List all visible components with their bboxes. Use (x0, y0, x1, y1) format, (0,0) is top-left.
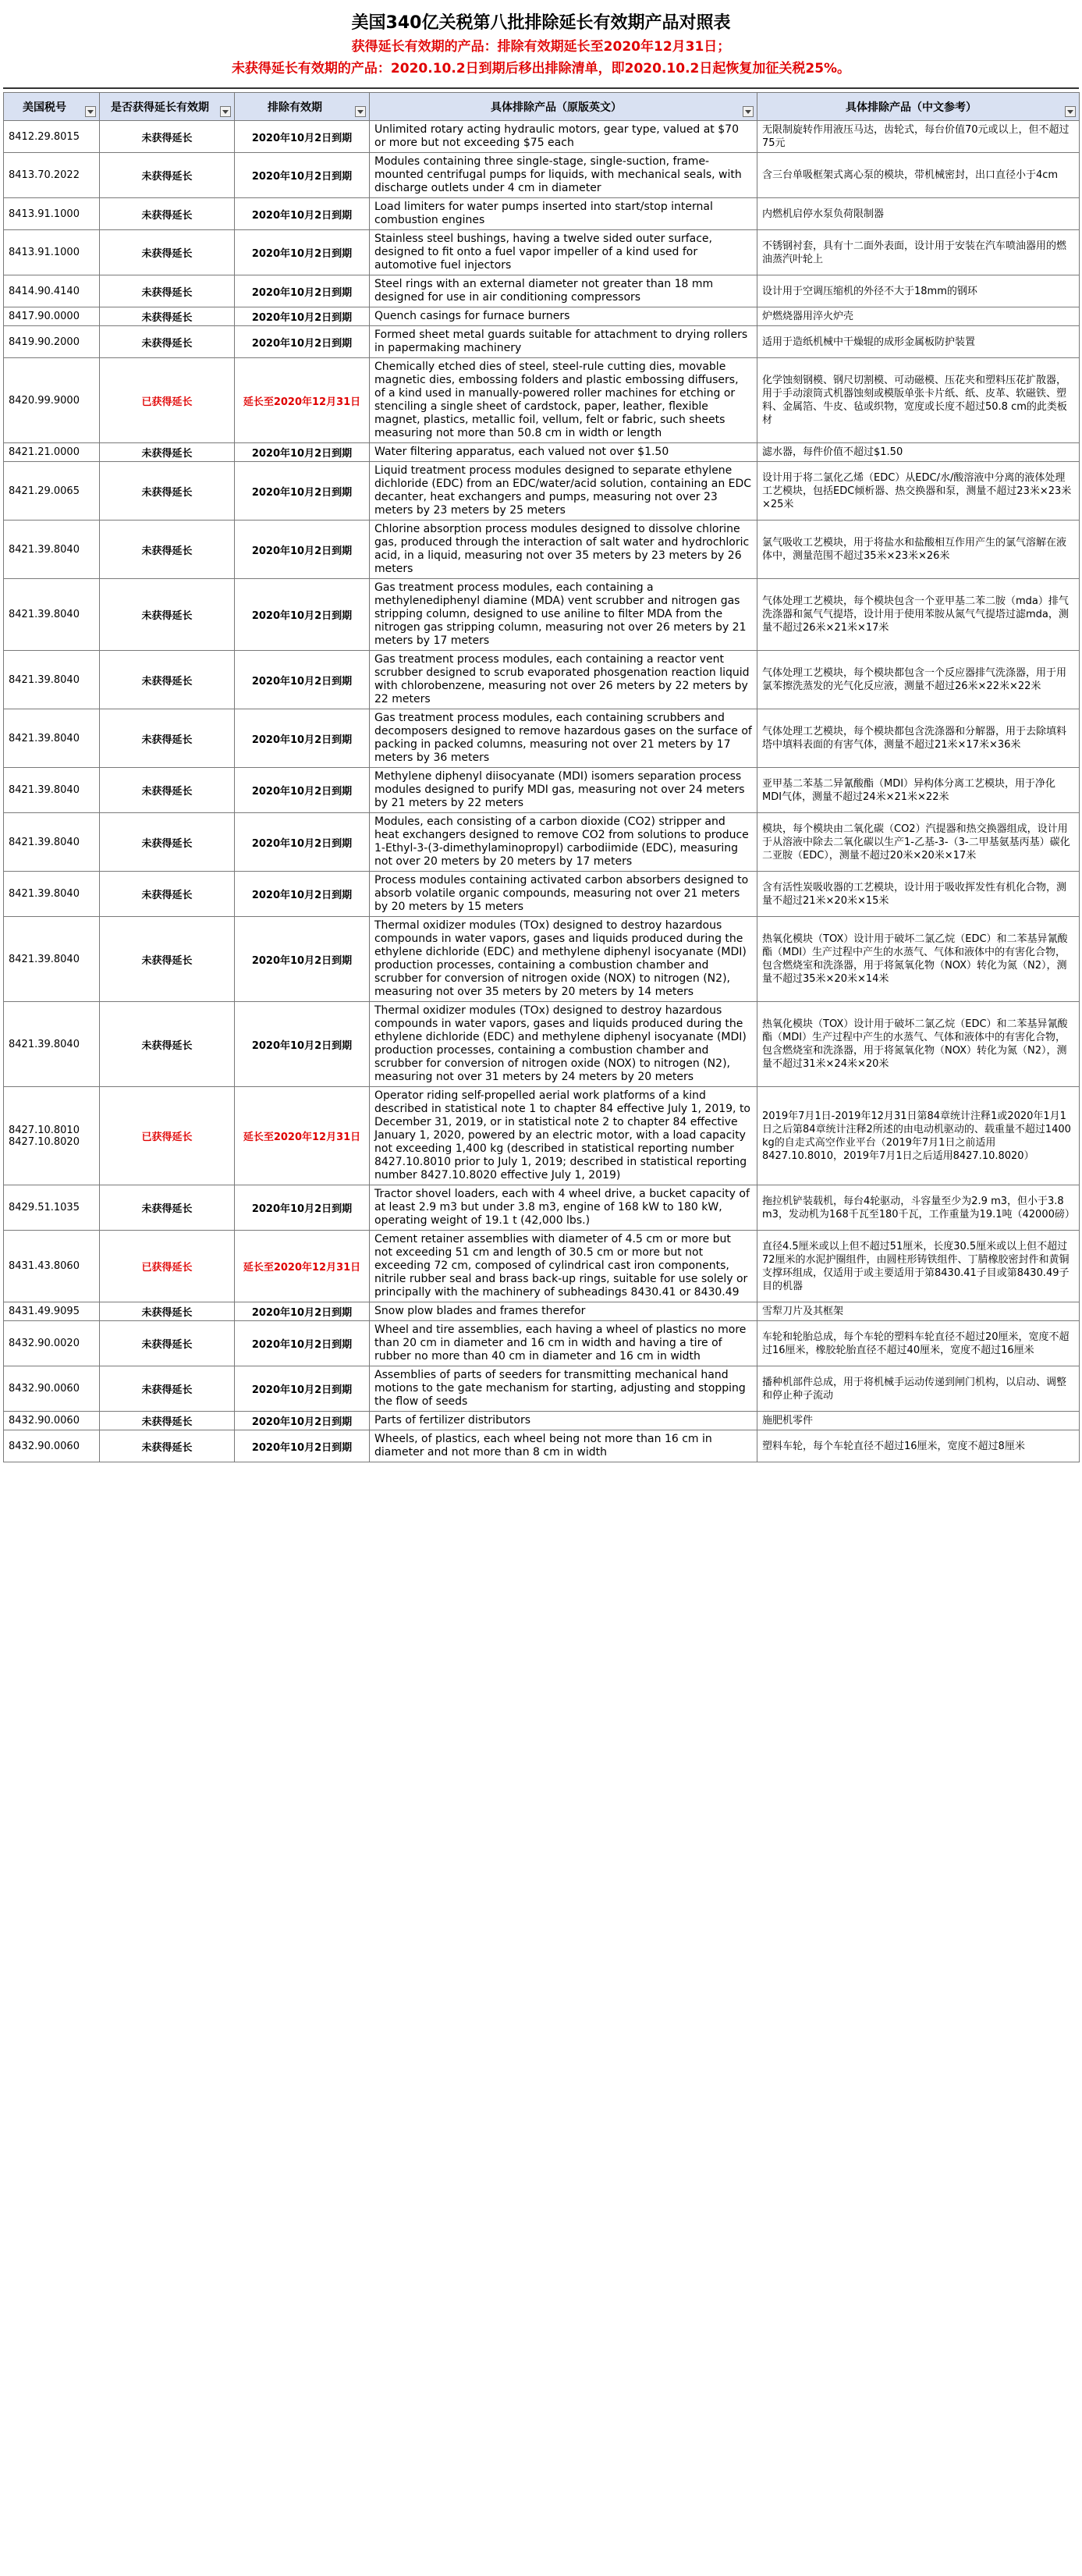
chinese-description-cell: 播种机部件总成，用于将机械手运动传递到闸门机构，以启动、调整和停止种子流动 (757, 1366, 1080, 1412)
table-row (4, 1185, 1080, 1231)
hs-code-cell: 8413.70.2022 (4, 153, 100, 198)
english-description-cell: Gas treatment process modules, each containing scrubbers and decomposers designed to remove hazardous gases on the surface of packing in packed columns, measuring not over 21 meters by 17 meters by 36 meters (370, 709, 757, 768)
expiry-cell: 2020年10月2日到期 (235, 462, 370, 521)
chinese-description-cell: 化学蚀刻钢模、钢尺切割模、可动磁模、压花夹和塑料压花扩散器，用于手动滚筒式机器蚀刻或模版单张卡片纸、纸、皮革、软磁铁、塑料、金属箔、牛皮、毡或织物，宽度或长度不超过50.8 cm的此类板材 (757, 358, 1080, 443)
hs-code-cell: 8431.43.8060 (4, 1231, 100, 1302)
expiry-cell: 2020年10月2日到期 (235, 917, 370, 1002)
english-description-cell: Thermal oxidizer modules (TOx) designed to destroy hazardous compounds in water vapors, gases and liquids produced during the ethylene dichloride (EDC) and methylene diphenyl isocyanate (MDI) production processes, containing a combustion chamber and scrubber for conversion of nitrogen oxide (NOX) to nitrogen (N2), measuring not over 31 meters by 24 meters by 20 meters (370, 1002, 757, 1087)
column-header-expiry[interactable]: 排除有效期 (235, 93, 370, 121)
table-row (4, 1366, 1080, 1412)
hs-code-cell: 8431.49.9095 (4, 1302, 100, 1321)
english-description-cell: Parts of fertilizer distributors (370, 1412, 757, 1430)
table-row (4, 358, 1080, 443)
hs-code-cell: 8419.90.2000 (4, 326, 100, 358)
table-row (4, 579, 1080, 651)
extension-status-cell: 未获得延长 (100, 1302, 235, 1321)
filter-dropdown-icon[interactable] (355, 106, 366, 117)
expiry-cell: 2020年10月2日到期 (235, 1366, 370, 1412)
table-row (4, 521, 1080, 579)
expiry-cell: 2020年10月2日到期 (235, 651, 370, 709)
english-description-cell: Methylene diphenyl diisocyanate (MDI) isomers separation process modules designed to purify MDI gas, measuring not over 24 meters by 21 meters by 22 meters (370, 768, 757, 813)
chinese-description-cell: 亚甲基二苯基二异氰酸酯（MDI）异构体分离工艺模块，用于净化MDI气体，测量不超过24米×21米×22米 (757, 768, 1080, 813)
chinese-description-cell: 设计用于空调压缩机的外径不大于18mm的钢环 (757, 275, 1080, 307)
chinese-description-cell: 2019年7月1日-2019年12月31日第84章统计注释1或2020年1月1日之后第84章统计注释2所述的由电动机驱动的、载重量不超过1400 kg的自走式高空作业平台（2019年7月1日之前适用8427.10.8010，2019年7月1日之后适用8427.10.8020） (757, 1087, 1080, 1185)
expiry-cell: 2020年10月2日到期 (235, 1002, 370, 1087)
chinese-description-cell: 模块，每个模块由二氧化碳（CO2）汽提器和热交换器组成，设计用于从溶液中除去二氧化碳以生产1-乙基-3-（3-二甲基氨基丙基）碳化二亚胺（EDC），测量不超过20米×20米×17米 (757, 813, 1080, 872)
hs-code-cell: 8421.21.0000 (4, 443, 100, 462)
hs-code-cell: 8420.99.9000 (4, 358, 100, 443)
extension-status-cell: 已获得延长 (100, 358, 235, 443)
hs-code-cell: 8429.51.1035 (4, 1185, 100, 1231)
expiry-cell: 2020年10月2日到期 (235, 275, 370, 307)
table-row (4, 1412, 1080, 1430)
extension-status-cell: 未获得延长 (100, 521, 235, 579)
expiry-cell: 2020年10月2日到期 (235, 1185, 370, 1231)
table-row (4, 198, 1080, 230)
hs-code-cell: 8421.39.8040 (4, 813, 100, 872)
english-description-cell: Wheel and tire assemblies, each having a wheel of plastics no more than 20 cm in diameter and 16 cm in width and having a tire of rubber no more than 40 cm in diameter and 16 cm in width (370, 1321, 757, 1366)
table-row (4, 1321, 1080, 1366)
english-description-cell: Snow plow blades and frames therefor (370, 1302, 757, 1321)
hs-code-cell: 8421.39.8040 (4, 872, 100, 917)
table-row (4, 1231, 1080, 1302)
hs-code-cell: 8432.90.0060 (4, 1430, 100, 1462)
exclusion-table (3, 92, 1080, 1462)
chinese-description-cell: 设计用于将二氯化乙烯（EDC）从EDC/水/酸溶液中分离的液体处理工艺模块，包括EDC倾析器、热交换器和泵，测量不超过23米×23米×25米 (757, 462, 1080, 521)
chinese-description-cell: 热氧化模块（TOX）设计用于破坏二氯乙烷（EDC）和二苯基异氰酸酯（MDI）生产过程中产生的水蒸气、气体和液体中的有害化合物，包含燃烧室和洗涤器，用于将氮氧化物（NOX）转化为氮（N2），测量不超过31米×24米×20米 (757, 1002, 1080, 1087)
table-row (4, 326, 1080, 358)
column-header-extension-status[interactable]: 是否获得延长有效期 (100, 93, 235, 121)
note-extended: 获得延长有效期的产品：排除有效期延长至2020年12月31日； (351, 39, 731, 55)
expiry-cell: 延长至2020年12月31日 (235, 1087, 370, 1185)
chinese-description-cell: 施肥机零件 (757, 1412, 1080, 1430)
expiry-cell: 2020年10月2日到期 (235, 198, 370, 230)
extension-status-cell: 未获得延长 (100, 1321, 235, 1366)
chinese-description-cell: 适用于造纸机械中干燥辊的成形金属板防护装置 (757, 326, 1080, 358)
table-row (4, 872, 1080, 917)
table-row (4, 153, 1080, 198)
extension-status-cell: 未获得延长 (100, 121, 235, 153)
english-description-cell: Modules, each consisting of a carbon dioxide (CO2) stripper and heat exchangers designed to remove CO2 from solutions to produce 1-Ethyl-3-(3-dimethylaminopropyl) carbodiimide (EDC), measuring not over 20 meters by 20 meters by 17 meters (370, 813, 757, 872)
note-not-extended: 未获得延长有效期的产品：2020.10.2日到期后移出排除清单，即2020.10.2日起恢复加征关税25%。 (231, 61, 851, 76)
filter-dropdown-icon[interactable] (85, 106, 96, 117)
expiry-cell: 2020年10月2日到期 (235, 579, 370, 651)
hs-code-cell: 8421.39.8040 (4, 709, 100, 768)
extension-status-cell: 未获得延长 (100, 462, 235, 521)
column-header-hs-code[interactable]: 美国税号 (4, 93, 100, 121)
expiry-cell: 2020年10月2日到期 (235, 121, 370, 153)
extension-status-cell: 未获得延长 (100, 813, 235, 872)
table-row (4, 813, 1080, 872)
expiry-cell: 2020年10月2日到期 (235, 153, 370, 198)
extension-status-cell: 未获得延长 (100, 579, 235, 651)
table-row (4, 462, 1080, 521)
expiry-cell: 2020年10月2日到期 (235, 1430, 370, 1462)
english-description-cell: Process modules containing activated carbon absorbers designed to absorb volatile organic compounds, measuring not over 21 meters by 20 meters by 15 meters (370, 872, 757, 917)
extension-status-cell: 未获得延长 (100, 1366, 235, 1412)
expiry-cell: 2020年10月2日到期 (235, 443, 370, 462)
english-description-cell: Chlorine absorption process modules designed to dissolve chlorine gas, produced through the interaction of salt water and hydrochloric acid, in a liquid, measuring not over 35 meters by 23 meters by 26 meters (370, 521, 757, 579)
english-description-cell: Water filtering apparatus, each valued not over $1.50 (370, 443, 757, 462)
expiry-cell: 2020年10月2日到期 (235, 326, 370, 358)
chinese-description-cell: 车轮和轮胎总成，每个车轮的塑料车轮直径不超过20厘米，宽度不超过16厘米，橡胶轮胎直径不超过40厘米，宽度不超过16厘米 (757, 1321, 1080, 1366)
chinese-description-cell: 氯气吸收工艺模块，用于将盐水和盐酸相互作用产生的氯气溶解在液体中，测量范围不超过35米×23米×26米 (757, 521, 1080, 579)
chinese-description-cell: 雪犁刀片及其框架 (757, 1302, 1080, 1321)
chinese-description-cell: 塑料车轮，每个车轮直径不超过16厘米，宽度不超过8厘米 (757, 1430, 1080, 1462)
expiry-cell: 2020年10月2日到期 (235, 1321, 370, 1366)
filter-dropdown-icon[interactable] (1065, 106, 1076, 117)
english-description-cell: Load limiters for water pumps inserted into start/stop internal combustion engines (370, 198, 757, 230)
table-row (4, 1087, 1080, 1185)
chinese-description-cell: 气体处理工艺模块，每个模块包含一个亚甲基二苯二胺（mda）排气洗涤器和氮气气提塔，设计用于使用苯胺从氮气气提塔过滤mda，测量不超过26米×21米×17米 (757, 579, 1080, 651)
hs-code-cell: 8417.90.0000 (4, 307, 100, 326)
table-row (4, 651, 1080, 709)
extension-status-cell: 未获得延长 (100, 1185, 235, 1231)
hs-code-cell: 8432.90.0060 (4, 1412, 100, 1430)
extension-status-cell: 未获得延长 (100, 275, 235, 307)
chinese-description-cell: 含三台单吸框架式离心泵的模块，带机械密封，出口直径小于4cm (757, 153, 1080, 198)
expiry-cell: 2020年10月2日到期 (235, 709, 370, 768)
table-row (4, 768, 1080, 813)
extension-status-cell: 已获得延长 (100, 1231, 235, 1302)
english-description-cell: Liquid treatment process modules designed to separate ethylene dichloride (EDC) from an EDC/water/acid solution, containing an EDC decanter, heat exchangers and pumps, measuring not over 23 meters by 23 meters by 25 meters (370, 462, 757, 521)
table-row (4, 1302, 1080, 1321)
chinese-description-cell: 气体处理工艺模块，每个模块都包含洗涤器和分解器，用于去除填料塔中填料表面的有害气体，测量不超过21米×17米×36米 (757, 709, 1080, 768)
title-block (3, 0, 1079, 89)
hs-code-cell: 8421.29.0065 (4, 462, 100, 521)
header-row (4, 93, 1080, 121)
hs-code-cell: 8413.91.1000 (4, 230, 100, 275)
hs-code-cell: 8413.91.1000 (4, 198, 100, 230)
expiry-cell: 2020年10月2日到期 (235, 521, 370, 579)
page-title: 美国340亿关税第八批排除延长有效期产品对照表 (351, 13, 731, 33)
chinese-description-cell: 热氧化模块（TOX）设计用于破坏二氯乙烷（EDC）和二苯基异氰酸酯（MDI）生产过程中产生的水蒸气、气体和液体中的有害化合物，包含燃烧室和洗涤器，用于将氮氧化物（NOX）转化为氮（N2），测量不超过35米×20米×14米 (757, 917, 1080, 1002)
filter-dropdown-icon[interactable] (220, 106, 231, 117)
english-description-cell: Gas treatment process modules, each containing a methylenediphenyl diamine (MDA) vent scrubber and nitrogen gas stripping column, designed to use aniline to filter MDA from the nitrogen gas stripping column, measuring not over 26 meters by 21 meters by 17 meters (370, 579, 757, 651)
expiry-cell: 2020年10月2日到期 (235, 813, 370, 872)
extension-status-cell: 未获得延长 (100, 768, 235, 813)
chinese-description-cell: 含有活性炭吸收器的工艺模块，设计用于吸收挥发性有机化合物，测量不超过21米×20米×15米 (757, 872, 1080, 917)
extension-status-cell: 未获得延长 (100, 1002, 235, 1087)
column-header-english-description[interactable]: 具体排除产品（原版英文） (370, 93, 757, 121)
chinese-description-cell: 不锈钢衬套，具有十二面外表面，设计用于安装在汽车喷油器用的燃油蒸汽叶轮上 (757, 230, 1080, 275)
english-description-cell: Formed sheet metal guards suitable for attachment to drying rollers in papermaking machinery (370, 326, 757, 358)
chinese-description-cell: 内燃机启停水泵负荷限制器 (757, 198, 1080, 230)
table-row (4, 230, 1080, 275)
extension-status-cell: 未获得延长 (100, 230, 235, 275)
extension-status-cell: 未获得延长 (100, 153, 235, 198)
hs-code-cell: 8421.39.8040 (4, 917, 100, 1002)
expiry-cell: 2020年10月2日到期 (235, 1302, 370, 1321)
expiry-cell: 2020年10月2日到期 (235, 768, 370, 813)
extension-status-cell: 未获得延长 (100, 326, 235, 358)
extension-status-cell: 未获得延长 (100, 443, 235, 462)
table-row (4, 121, 1080, 153)
chinese-description-cell: 直径4.5厘米或以上但不超过51厘米，长度30.5厘米或以上但不超过72厘米的水泥护圈组件，由圆柱形铸铁组件、丁腈橡胶密封件和黄铜支撑环组成，仅适用于或主要适用于第8430.41子目或第8430.49子目的机器 (757, 1231, 1080, 1302)
extension-status-cell: 未获得延长 (100, 1430, 235, 1462)
extension-status-cell: 未获得延长 (100, 872, 235, 917)
column-header-chinese-description[interactable]: 具体排除产品（中文参考） (757, 93, 1080, 121)
table-row (4, 443, 1080, 462)
english-description-cell: Quench casings for furnace burners (370, 307, 757, 326)
table-row (4, 1430, 1080, 1462)
chinese-description-cell: 拖拉机铲装载机，每台4轮驱动，斗容量至少为2.9 m3，但小于3.8 m3，发动机为168千瓦至180千瓦，工作重量为19.1吨（42000磅） (757, 1185, 1080, 1231)
english-description-cell: Cement retainer assemblies with diameter of 4.5 cm or more but not exceeding 51 cm and length of 30.5 cm or more but not exceeding 72 cm, composed of cylindrical cast iron components, nitrile rubber seal and brass back-up rings, suitable for use solely or principally with the machinery of subheadings 8430.41 or 8430.49 (370, 1231, 757, 1302)
chinese-description-cell: 无限制旋转作用液压马达，齿轮式，每台价值70元或以上，但不超过75元 (757, 121, 1080, 153)
english-description-cell: Wheels, of plastics, each wheel being not more than 16 cm in diameter and not more than 8 cm in width (370, 1430, 757, 1462)
table-row (4, 917, 1080, 1002)
hs-code-cell: 8421.39.8040 (4, 768, 100, 813)
hs-code-cell: 8414.90.4140 (4, 275, 100, 307)
english-description-cell: Operator riding self-propelled aerial work platforms of a kind described in statistical note 1 to chapter 84 effective July 1, 2019, to December 31, 2019, or in statistical note 2 to chapter 84 effective January 1, 2020, powered by an electric motor, with a load capacity not exceeding 1,400 kg (described in statistical reporting number 8427.10.8010 prior to July 1, 2019; described in statistical reporting number 8427.10.8020 effective July 1, 2019) (370, 1087, 757, 1185)
english-description-cell: Tractor shovel loaders, each with 4 wheel drive, a bucket capacity of at least 2.9 m3 but under 3.8 m3, engine of 168 kW to 180 kW, operating weight of 19.1 t (42,000 lbs.) (370, 1185, 757, 1231)
chinese-description-cell: 炉燃烧器用淬火炉壳 (757, 307, 1080, 326)
chinese-description-cell: 滤水器，每件价值不超过$1.50 (757, 443, 1080, 462)
filter-dropdown-icon[interactable] (743, 106, 754, 117)
english-description-cell: Unlimited rotary acting hydraulic motors, gear type, valued at $70 or more but not exceeding $75 each (370, 121, 757, 153)
english-description-cell: Modules containing three single-stage, single-suction, frame-mounted centrifugal pumps for liquids, with mechanical seals, with discharge outlets under 4 cm in diameter (370, 153, 757, 198)
extension-status-cell: 未获得延长 (100, 651, 235, 709)
english-description-cell: Chemically etched dies of steel, steel-rule cutting dies, movable magnetic dies, embossing folders and plastic embossing diffusers, of a kind used in manually-powered roller machines for etching or stenciling a single sheet of cardstock, paper, leather, flexible magnet, plastics, metallic foil, vellum, felt or fabric, such sheets measuring not more than 50.8 cm in width or length (370, 358, 757, 443)
expiry-cell: 2020年10月2日到期 (235, 307, 370, 326)
hs-code-cell: 8412.29.8015 (4, 121, 100, 153)
extension-status-cell: 未获得延长 (100, 1412, 235, 1430)
chinese-description-cell: 气体处理工艺模块，每个模块都包含一个反应器排气洗涤器，用于用氯苯擦洗蒸发的光气化反应液，测量不超过26米×22米×22米 (757, 651, 1080, 709)
english-description-cell: Steel rings with an external diameter not greater than 18 mm designed for use in air conditioning compressors (370, 275, 757, 307)
extension-status-cell: 未获得延长 (100, 307, 235, 326)
expiry-cell: 2020年10月2日到期 (235, 1412, 370, 1430)
extension-status-cell: 已获得延长 (100, 1087, 235, 1185)
hs-code-cell: 8421.39.8040 (4, 651, 100, 709)
english-description-cell: Assemblies of parts of seeders for transmitting mechanical hand motions to the gate mechanism for starting, adjusting and stopping the flow of seeds (370, 1366, 757, 1412)
expiry-cell: 延长至2020年12月31日 (235, 358, 370, 443)
table-row (4, 1002, 1080, 1087)
extension-status-cell: 未获得延长 (100, 709, 235, 768)
table-row (4, 275, 1080, 307)
hs-code-cell: 8432.90.0060 (4, 1366, 100, 1412)
table-row (4, 709, 1080, 768)
english-description-cell: Stainless steel bushings, having a twelve sided outer surface, designed to fit onto a fuel vapor impeller of a kind used for automotive fuel injectors (370, 230, 757, 275)
hs-code-cell: 8421.39.8040 (4, 521, 100, 579)
hs-code-cell: 8421.39.8040 (4, 579, 100, 651)
expiry-cell: 延长至2020年12月31日 (235, 1231, 370, 1302)
english-description-cell: Gas treatment process modules, each containing a reactor vent scrubber designed to scrub evaporated phosgenation reaction liquid with chlorobenzene, measuring not over 26 meters by 22 meters by 22 meters (370, 651, 757, 709)
hs-code-cell: 8432.90.0020 (4, 1321, 100, 1366)
extension-status-cell: 未获得延长 (100, 198, 235, 230)
extension-status-cell: 未获得延长 (100, 917, 235, 1002)
hs-code-cell: 8427.10.8010 8427.10.8020 (4, 1087, 100, 1185)
expiry-cell: 2020年10月2日到期 (235, 230, 370, 275)
expiry-cell: 2020年10月2日到期 (235, 872, 370, 917)
table-body (4, 121, 1080, 1462)
hs-code-cell: 8421.39.8040 (4, 1002, 100, 1087)
english-description-cell: Thermal oxidizer modules (TOx) designed to destroy hazardous compounds in water vapors, gases and liquids produced during the ethylene dichloride (EDC) and methylene diphenyl isocyanate (MDI) production processes, containing a combustion chamber and scrubber for conversion of nitrogen oxide (NOX) to nitrogen (N2), measuring not over 35 meters by 20 meters by 14 meters (370, 917, 757, 1002)
table-row (4, 307, 1080, 326)
